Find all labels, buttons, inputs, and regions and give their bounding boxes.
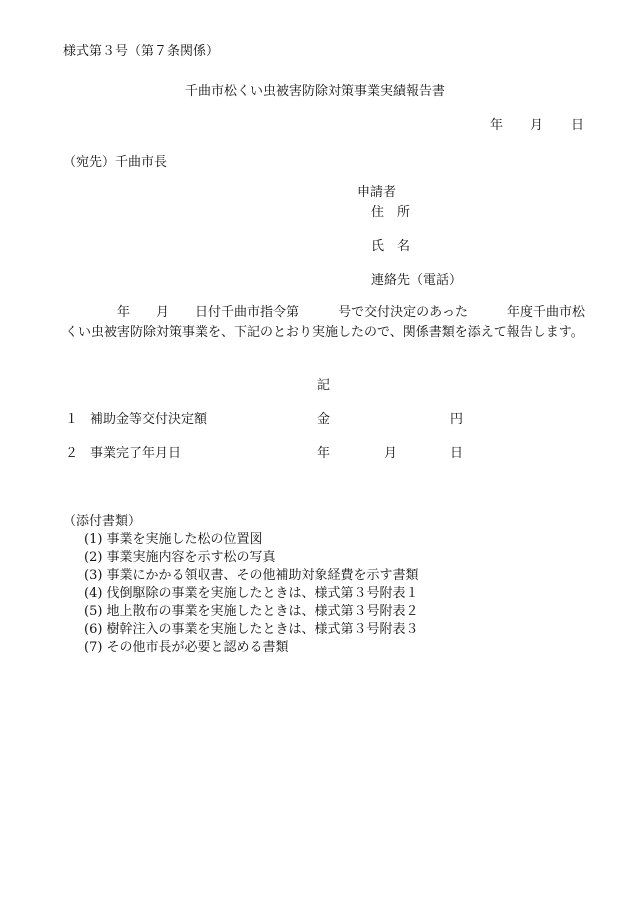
completion-month-label: 月 bbox=[384, 446, 398, 461]
amount-unit: 円 bbox=[450, 412, 464, 427]
document-title: 千曲市松くい虫被害防除対策事業実績報告書 bbox=[184, 84, 445, 99]
applicant-address-label: 住 所 bbox=[371, 205, 411, 220]
attachment-item: (6) 樹幹注入の事業を実施したときは、様式第３号附表３ bbox=[84, 622, 419, 637]
date-year-label: 年 bbox=[490, 118, 504, 133]
applicant-contact-label: 連絡先（電話） bbox=[371, 273, 463, 288]
item-label: 事業完了年月日 bbox=[90, 446, 182, 461]
item-number: １ bbox=[65, 412, 79, 427]
completion-year-label: 年 bbox=[317, 446, 331, 461]
ki-heading: 記 bbox=[317, 378, 331, 393]
attachments-list bbox=[84, 531, 419, 657]
attachment-item: (1) 事業を実施した松の位置図 bbox=[84, 532, 263, 547]
item-label: 補助金等交付決定額 bbox=[90, 412, 208, 427]
attachment-item: (7) その他市長が必要と認める書類 bbox=[84, 640, 289, 655]
completion-day-label: 日 bbox=[450, 446, 464, 461]
attachment-item: (5) 地上散布の事業を実施したときは、様式第３号附表２ bbox=[84, 604, 419, 619]
report-paragraph: 年 月 日付千曲市指令第 号で交付決定のあった 年度千曲市松くい虫被害防除対策事業を、下記のとおり実施したので、関係書類を添えて報告します。 bbox=[65, 305, 585, 340]
date-month-label: 月 bbox=[530, 118, 544, 133]
applicant-name-label: 氏 名 bbox=[371, 239, 411, 254]
attachments-heading: （添付書類） bbox=[63, 514, 142, 529]
attachment-item: (4) 伐倒駆除の事業を実施したときは、様式第３号附表１ bbox=[84, 586, 419, 601]
item-number: ２ bbox=[65, 446, 79, 461]
date-day-label: 日 bbox=[571, 118, 585, 133]
form-number: 様式第３号（第７条関係） bbox=[63, 44, 220, 59]
attachment-item: (2) 事業実施内容を示す松の写真 bbox=[84, 550, 276, 565]
applicant-label: 申請者 bbox=[357, 185, 397, 200]
amount-prefix: 金 bbox=[317, 412, 331, 427]
recipient: （宛先）千曲市長 bbox=[63, 155, 168, 170]
attachment-item: (3) 事業にかかる領収書、その他補助対象経費を示す書類 bbox=[84, 568, 419, 583]
